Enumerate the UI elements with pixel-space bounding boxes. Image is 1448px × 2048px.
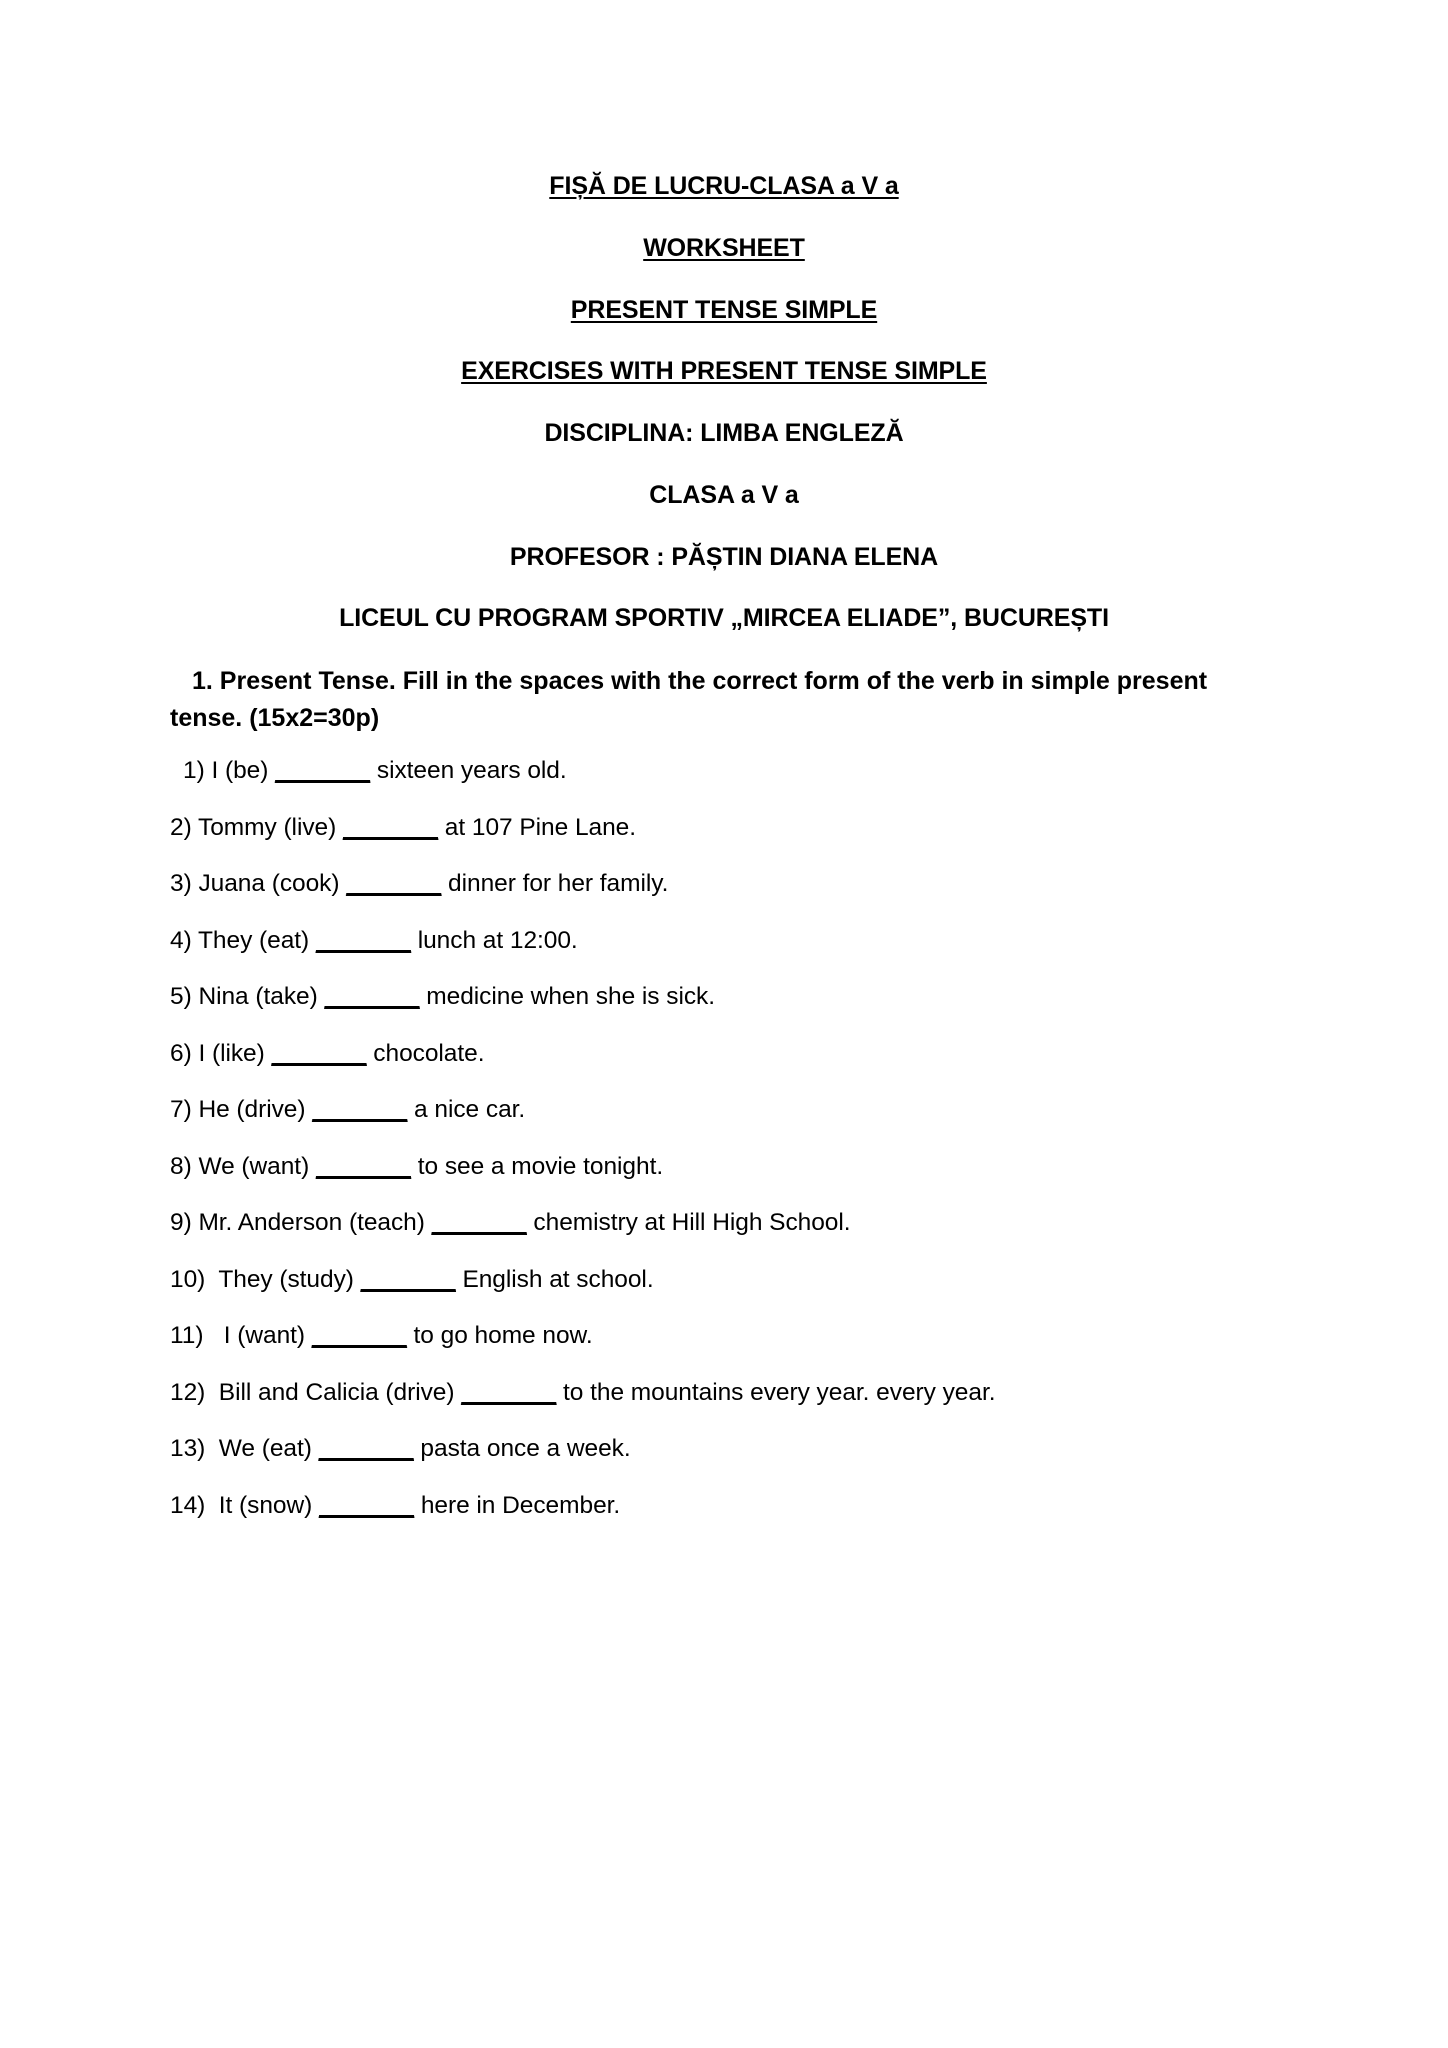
exercise-number: 3) bbox=[170, 870, 192, 897]
exercise-text-before: Nina (take) bbox=[191, 983, 325, 1010]
exercise-number: 6) bbox=[170, 1039, 192, 1067]
exercise-text-before: Mr. Anderson (teach) bbox=[191, 1209, 432, 1236]
top-margin bbox=[170, 0, 1278, 172]
exercise-text-after: chocolate. bbox=[366, 1039, 485, 1067]
heading-school: LICEUL CU PROGRAM SPORTIV „MIRCEA ELIADE”, BUCUREȘTI bbox=[339, 604, 1109, 633]
heading-worksheet: WORKSHEET bbox=[643, 233, 805, 262]
exercise-number: 11) bbox=[170, 1322, 204, 1349]
answer-blank[interactable]: _______ bbox=[271, 1039, 367, 1067]
heading-present-tense-simple: PRESENT TENSE SIMPLE bbox=[570, 295, 878, 324]
exercise-text-after: here in December. bbox=[414, 1491, 621, 1519]
exercise-item-10 bbox=[170, 1265, 1278, 1293]
exercise-text-after: to see a movie tonight. bbox=[410, 1152, 664, 1180]
exercise-text-after: dinner for her family. bbox=[441, 870, 669, 897]
exercise-item-7 bbox=[170, 1098, 1278, 1123]
exercise-text-before: Tommy (live) bbox=[191, 813, 343, 841]
exercise-text-before: They (eat) bbox=[191, 926, 316, 954]
exercise-text-before: I (like) bbox=[191, 1039, 272, 1067]
exercise-text-before: We (want) bbox=[191, 1152, 316, 1180]
answer-blank[interactable]: _______ bbox=[315, 1152, 411, 1180]
exercise-number: 9) bbox=[170, 1209, 192, 1236]
exercise-text-after: a nice car. bbox=[407, 1096, 526, 1123]
exercise-item-9 bbox=[170, 1211, 1278, 1236]
exercise-item-4 bbox=[170, 926, 1278, 954]
answer-blank[interactable]: _______ bbox=[315, 926, 411, 954]
exercise-number: 1) bbox=[183, 757, 205, 784]
answer-blank[interactable]: _______ bbox=[312, 1096, 408, 1123]
exercise-number: 12) bbox=[170, 1378, 206, 1406]
exercise-text-after: sixteen years old. bbox=[370, 757, 567, 784]
exercise-item-13 bbox=[170, 1437, 1278, 1462]
exercise-number: 14) bbox=[170, 1491, 206, 1519]
answer-blank[interactable]: _______ bbox=[311, 1322, 407, 1349]
heading-professor: PROFESOR : PĂȘTIN DIANA ELENA bbox=[509, 542, 939, 571]
exercise-item-3 bbox=[170, 872, 1278, 897]
exercise-number: 2) bbox=[170, 813, 192, 841]
exercise-text-before: I (want) bbox=[203, 1322, 312, 1349]
exercise-item-8 bbox=[170, 1152, 1278, 1180]
exercise-text-after: at 107 Pine Lane. bbox=[438, 813, 637, 841]
answer-blank[interactable]: _______ bbox=[324, 983, 420, 1010]
answer-blank[interactable]: _______ bbox=[461, 1378, 557, 1406]
exercise-item-2 bbox=[170, 813, 1278, 841]
heading-discipline: DISCIPLINA: LIMBA ENGLEZĂ bbox=[544, 419, 904, 447]
exercise-text-after: to go home now. bbox=[406, 1322, 593, 1349]
heading-block bbox=[170, 172, 1278, 633]
exercise-text-before: Bill and Calicia (drive) bbox=[205, 1378, 462, 1406]
exercise-item-5 bbox=[170, 985, 1278, 1010]
answer-blank[interactable]: _______ bbox=[360, 1265, 456, 1293]
heading-class: CLASA a V a bbox=[649, 480, 799, 509]
exercise-text-before: He (drive) bbox=[191, 1096, 313, 1123]
answer-blank[interactable]: _______ bbox=[318, 1435, 414, 1462]
exercise-item-1 bbox=[170, 759, 1278, 784]
heading-worksheet-title: FIȘĂ DE LUCRU-CLASA a V a bbox=[549, 172, 899, 200]
answer-blank[interactable]: _______ bbox=[275, 757, 371, 784]
exercise-number: 13) bbox=[170, 1435, 206, 1462]
answer-blank[interactable]: _______ bbox=[346, 870, 442, 897]
exercise-text-after: lunch at 12:00. bbox=[410, 926, 578, 954]
exercise-text-after: English at school. bbox=[455, 1265, 654, 1293]
exercise-text-before: They (study) bbox=[205, 1265, 361, 1293]
exercise-number: 4) bbox=[170, 926, 192, 954]
exercise-text-after: medicine when she is sick. bbox=[419, 983, 716, 1010]
exercise-item-12 bbox=[170, 1378, 1278, 1406]
exercise-text-before: We (eat) bbox=[205, 1435, 319, 1462]
exercise-number: 5) bbox=[170, 983, 192, 1010]
exercise-item-6 bbox=[170, 1039, 1278, 1067]
task-1-instruction: 1. Present Tense. Fill in the spaces with the correct form of the verb in simple present tense. (15x2=30p) bbox=[170, 667, 1208, 732]
exercise-text-after: pasta once a week. bbox=[413, 1435, 631, 1462]
exercise-text-before: I (be) bbox=[204, 757, 276, 784]
exercise-item-14 bbox=[170, 1491, 1278, 1519]
answer-blank[interactable]: _______ bbox=[343, 813, 439, 841]
exercise-number: 8) bbox=[170, 1152, 192, 1180]
exercise-text-before: Juana (cook) bbox=[191, 870, 347, 897]
exercise-number: 7) bbox=[170, 1096, 192, 1123]
answer-blank[interactable]: _______ bbox=[319, 1491, 415, 1519]
answer-blank[interactable]: _______ bbox=[431, 1209, 527, 1236]
exercise-number: 10) bbox=[170, 1265, 206, 1293]
exercise-list bbox=[170, 759, 1278, 1518]
exercise-text-after: to the mountains every year. every year. bbox=[556, 1378, 996, 1406]
exercise-item-11 bbox=[170, 1324, 1278, 1349]
exercise-text-after: chemistry at Hill High School. bbox=[526, 1209, 851, 1236]
exercise-text-before: It (snow) bbox=[205, 1491, 320, 1519]
heading-exercises-with-present-tense-simple: EXERCISES WITH PRESENT TENSE SIMPLE bbox=[461, 357, 987, 386]
